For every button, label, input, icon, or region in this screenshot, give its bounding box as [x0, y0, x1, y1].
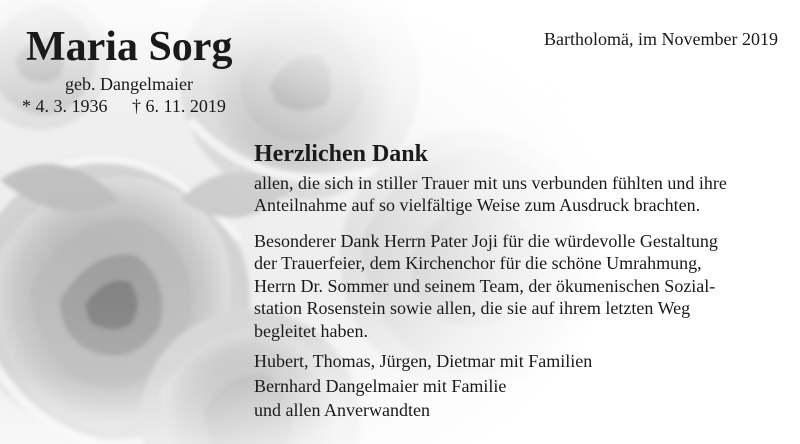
- signature-line: Bernhard Dangelmaier mit Familie: [254, 375, 507, 396]
- thanks-paragraph-1: [254, 172, 784, 217]
- birth-name: geb. Dangelmaier: [65, 74, 193, 94]
- text-line: Besonderer Dank Herrn Pater Joji für die würdevolle Gestaltung: [254, 231, 718, 251]
- death-date: † 6. 11. 2019: [132, 96, 226, 116]
- signature-line: Hubert, Thomas, Jürgen, Dietmar mit Familien: [254, 351, 593, 371]
- text-line: der Trauerfeier, dem Kirchenchor für die schöne Umrahmung,: [254, 253, 702, 274]
- thanks-paragraph-2: [254, 230, 784, 342]
- life-dates: [22, 95, 226, 117]
- thanks-heading: Herzlichen Dank: [254, 141, 428, 167]
- signatures: [254, 349, 592, 423]
- birth-date: * 4. 3. 1936: [22, 96, 108, 116]
- text-line: Anteilnahme auf so vielfältige Weise zum Ausdruck brachten.: [254, 195, 701, 216]
- place-and-date: Bartholomä, im November 2019: [544, 29, 778, 49]
- text-line: begleitet haben.: [254, 320, 368, 341]
- text-line: station Rosenstein sowie allen, die sie auf ihrem letzten Weg: [254, 298, 691, 319]
- text-line: Herrn Dr. Sommer und seinem Team, der ökumenischen Sozial-: [254, 275, 716, 296]
- text-line: allen, die sich in stiller Trauer mit uns verbunden fühlten und ihre: [254, 173, 727, 193]
- signature-line: und allen Anverwandten: [254, 400, 430, 420]
- deceased-name: Maria Sorg: [26, 24, 233, 70]
